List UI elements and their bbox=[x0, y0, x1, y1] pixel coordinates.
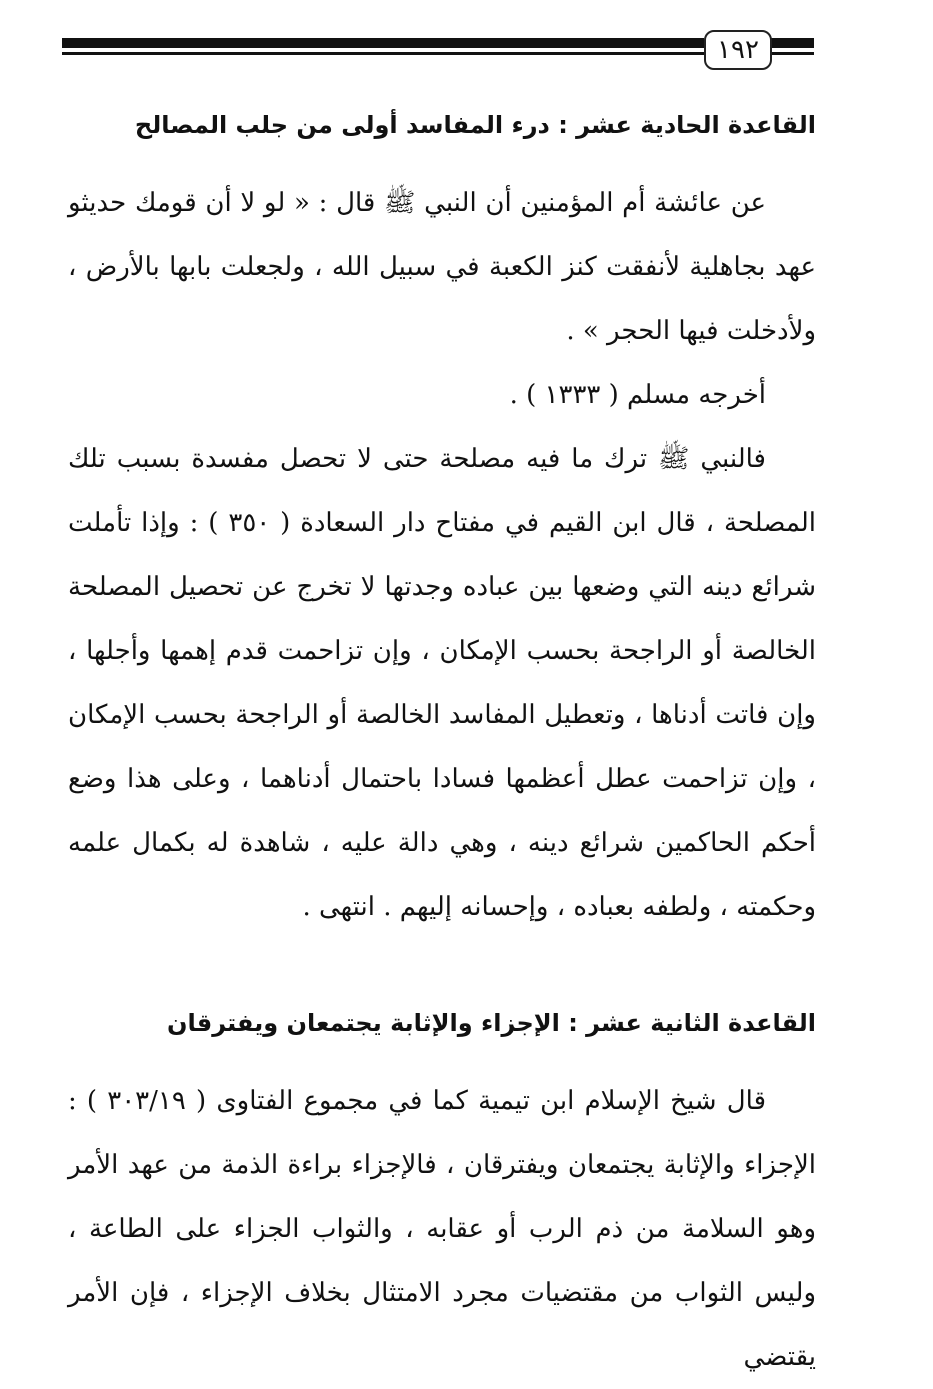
section1-hadith: عن عائشة أم المؤمنين أن النبي ﷺ قال : « لو لا أن قومك حديثو عهد بجاهلية لأنفقت كنز الكعبة في سبيل الله ، ولجعلت بابها بالأرض ، ولأدخلت فيها الحجر » . bbox=[68, 188, 816, 346]
header-rule-thick bbox=[62, 38, 704, 48]
section2-text: قال شيخ الإسلام ابن تيمية كما في مجموع الفتاوى ( ٣٠٣/١٩ ) : الإجزاء والإثابة يجتمعان ويفترقان ، فالإجزاء براءة الذمة من عهد الأمر وهو السلامة من ذم الرب أو عقابه ، والثواب الجزاء على الطاعة ، وليس الثواب من مقتضيات مجرد الامتثال بخلاف الإجزاء ، فإن الأمر يقتضي bbox=[68, 1086, 816, 1372]
section-spacer bbox=[68, 939, 816, 1003]
page-content bbox=[68, 105, 816, 1389]
section1-takhrij: أخرجه مسلم ( ١٣٣٣ ) . bbox=[509, 380, 766, 410]
section1-commentary: فالنبي ﷺ ترك ما فيه مصلحة حتى لا تحصل مفسدة بسبب تلك المصلحة ، قال ابن القيم في مفتاح دار السعادة ( ٣٥٠ ) : وإذا تأملت شرائع دينه التي وضعها بين عباده وجدتها لا تخرج عن تحصيل المصلحة الخالصة أو الراجحة بحسب الإمكان ، وإن تزاحمت قدم إهمها وأجلها ، وإن فاتت أدناها ، وتعطيل المفاسد الخالصة أو الراجحة بحسب الإمكان ، وإن تزاحمت عطل أعظمها فسادا باحتمال أدناهما ، وعلى هذا وضع أحكم الحاكمين شرائع دينه ، وهي دالة عليه ، شاهدة له بكمال علمه وحكمته ، ولطفه بعباده ، وإحسانه إليهم . انتهى . bbox=[68, 444, 816, 922]
header-rule-right-thin bbox=[768, 52, 814, 55]
section2-heading-title: الإجزاء والإثابة يجتمعان ويفترقان bbox=[166, 1009, 560, 1037]
page-number: ١٩٢ bbox=[704, 30, 772, 70]
section1-heading-prefix: القاعدة الحادية عشر : bbox=[558, 111, 816, 139]
section1-heading bbox=[68, 105, 816, 145]
header-rule-thin bbox=[62, 52, 704, 55]
section1-heading-title: درء المفاسد أولى من جلب المصالح bbox=[134, 111, 550, 139]
section2-heading bbox=[68, 1003, 816, 1043]
section2-heading-prefix: القاعدة الثانية عشر : bbox=[568, 1009, 816, 1037]
page-header bbox=[62, 30, 814, 70]
header-rule-right-thick bbox=[768, 38, 814, 48]
